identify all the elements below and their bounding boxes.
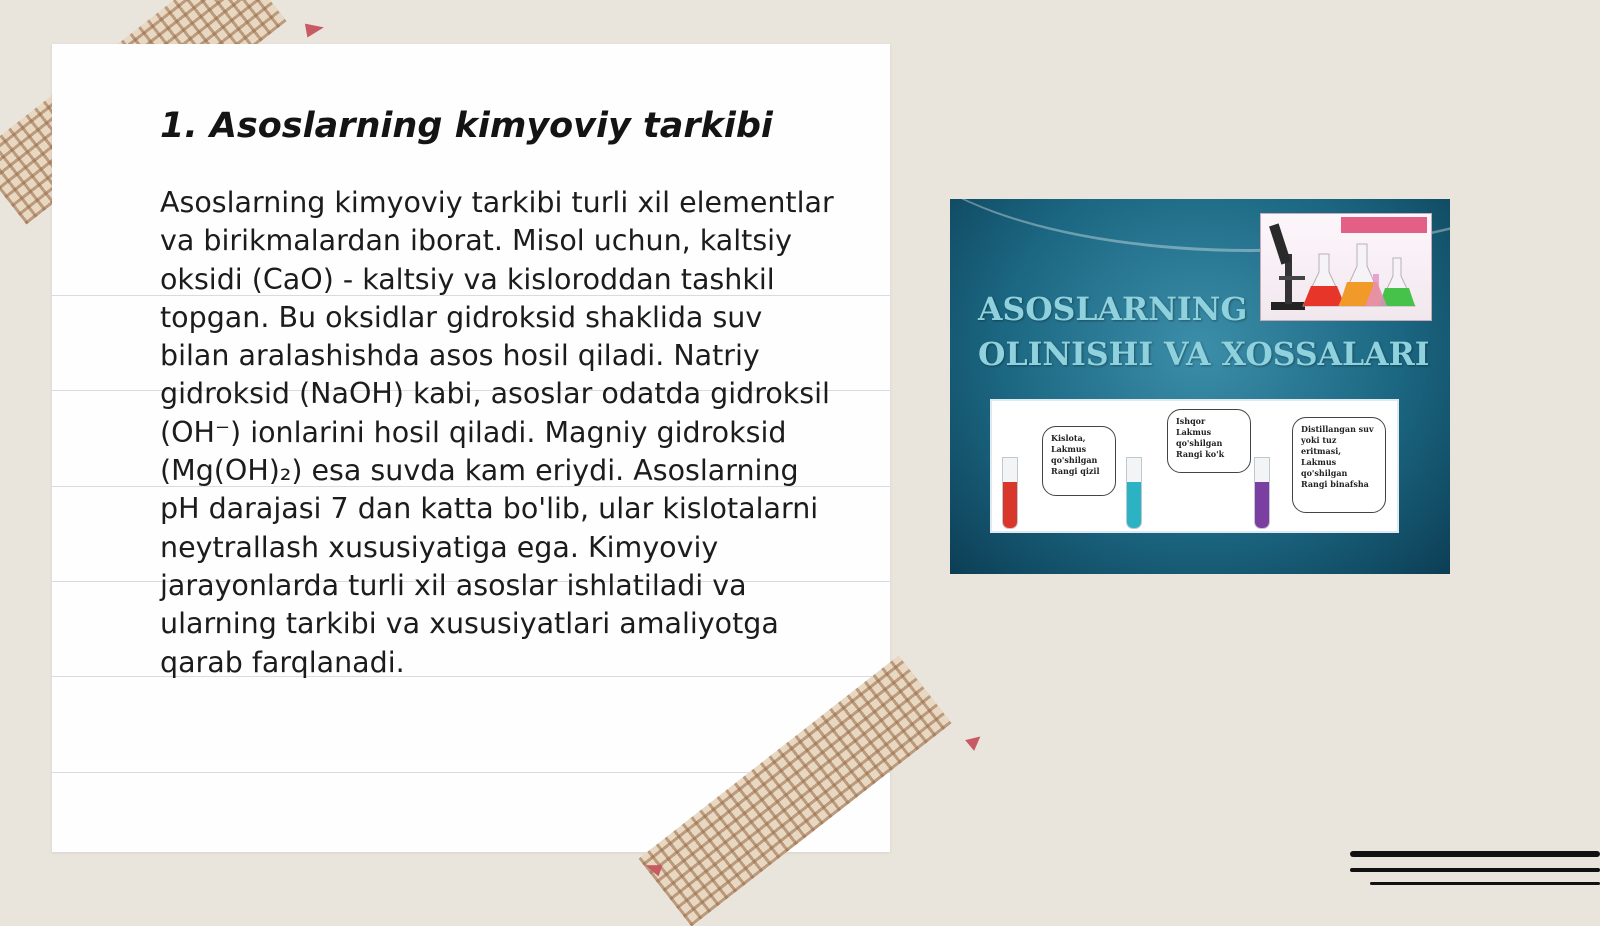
- speech-bubble-neutral: [1292, 417, 1386, 513]
- bubble-text-line: Lakmus: [1301, 457, 1337, 467]
- photo-label-tag: [1341, 217, 1427, 233]
- speech-bubble-acid: [1042, 426, 1116, 496]
- slide-thumbnail-image: [950, 199, 1450, 574]
- section-heading: 1. Asoslarning kimyoviy tarkibi: [160, 106, 773, 146]
- bubble-text-line: Rangi ko'k: [1176, 449, 1225, 459]
- bubble-text-line: Ishqor: [1176, 416, 1206, 426]
- tape-tip-top: [305, 21, 325, 38]
- bubble-text-line: Lakmus: [1051, 444, 1087, 454]
- test-tube-purple: [1254, 457, 1270, 529]
- bubble-text-line: qo'shilgan: [1051, 455, 1098, 465]
- bubble-text-line: Distillangan suv: [1301, 424, 1374, 434]
- bubble-text-line: Kislota,: [1051, 433, 1086, 443]
- test-tube-cyan: [1126, 457, 1142, 529]
- bubble-text-line: yoki tuz eritmasi,: [1301, 435, 1342, 456]
- brush-stroke: [1350, 851, 1600, 857]
- bubble-text-line: Lakmus: [1176, 427, 1212, 437]
- slide-title-line1: ASOSLARNING: [978, 291, 1248, 328]
- brush-stroke: [1370, 882, 1600, 885]
- brush-stroke: [1350, 868, 1600, 872]
- bubble-text-line: Rangi binafsha: [1301, 479, 1369, 489]
- litmus-test-panel: [990, 399, 1399, 533]
- speech-bubble-alkali: [1167, 409, 1251, 473]
- body-paragraph: Asoslarning kimyoviy tarkibi turli xil elementlar va birikmalardan iborat. Misol uchun, kaltsiy oksidi (CaO) - kaltsiy va kisloroddan tashkil topgan. Bu oksidlar gidroksid shaklida suv bilan aralashishda asos hosil qiladi. Natriy gidroksid (NaOH) kabi, asoslar odatda gidroksil (OH⁻) ionlarini hosil qiladi. Magniy gidroksid (Mg(OH)₂) esa suvda kam eriydi. Asoslarning pH darajasi 7 dan katta bo'lib, ular kislotalarni neytrallash xususiyatiga ega. Kimyoviy jarayonlarda turli xil asoslar ishlatiladi va ularning tarkibi va xususiyatlari amaliyotga qarab farqlanadi.: [160, 186, 834, 679]
- note-paper: [52, 44, 890, 852]
- bubble-text-line: qo'shilgan: [1176, 438, 1223, 448]
- slide-title-line2: OLINISHI VA XOSSALARI: [978, 336, 1430, 373]
- slide-title: [978, 287, 1430, 377]
- test-tube-red: [1002, 457, 1018, 529]
- bubble-text-line: qo'shilgan: [1301, 468, 1348, 478]
- tape-tip-bottom-right: [965, 731, 985, 751]
- bubble-text-line: Rangi qizil: [1051, 466, 1100, 476]
